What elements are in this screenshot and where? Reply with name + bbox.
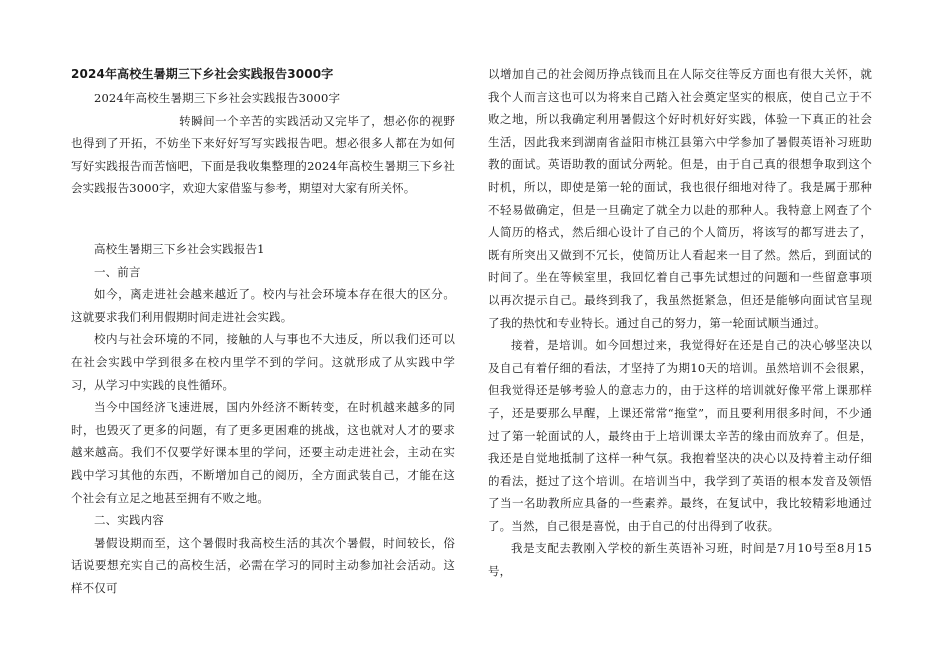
blank-line [71,222,455,238]
body-paragraph: 我是支配去教刚入学校的新生英语补习班，时间是7月10号至8月15号， [488,541,872,579]
subtitle: 2024年高校生暑期三下乡社会实践报告3000字 [94,91,341,105]
document-title: 2024年高校生暑期三下乡社会实践报告3000字 [71,67,334,81]
body-paragraph: 当今中国经济飞速进展，国内外经济不断转变，在时机越来越多的同时，也毁灭了更多的问题，有了更多更困难的挑战，这也就对人才的要求越来越高。我们不仅要学好课本里的学问，还要主动走进社会，主动在实践中学习其他的东西，不断增加自己的阅历，全方面武装自己，才能在这个社会有立足之地甚至拥有不败之地。 [71,400,455,505]
section-heading: 二、实践内容 [94,513,164,528]
body-paragraph: 以增加自己的社会阅历挣点钱而且在人际交往等反方面也有很大关怀，就我个人而言这也可以为将来自己踏入社会奠定坚实的根底，使自己立于不败之地，所以我确定利用暑假这个好时机好好实践，体验一下真正的社会生活，因此我来到湖南省益阳市桃江县第六中学参加了暑假英语补习班助教的面试。英语助教的面试分两轮。但是，由于自己真的很想争取到这个时机，所以，即使是第一轮的面试，我也很仔细地对待了。我是属于那种不轻易做确定，但是一旦确定了就全力以赴的那种人。我特意上网查了个人简历的格式，然后细心设计了自己的个人简历，将该写的都写进去了，既有所突出又做到不冗长，使简历让人看起来一目了然。然后，到面试的时间了。坐在等候室里，我回忆着自己事先试想过的问题和一些留意事项以再次提示自己。最终到我了，我虽然挺紧急，但还是能够向面试官呈现了我的热忱和专业特长。通过自己的努力，第一轮面试顺当通过。 [488,67,872,330]
blank-line [71,200,455,222]
body-paragraph: 暑假设期而至，这个暑假时我高校生活的其次个暑假，时间较长，俗话说要想充实自己的高校生活，必需在学习的同时主动参加社会活动。这样不仅可 [71,535,455,595]
body-paragraph: 接着，是培训。如今回想过来，我觉得好在还是自己的决心够坚决以及自己有着仔细的看法，才坚持了为期10天的培训。虽然培训不会很累，但我觉得还是够考验人的意志力的，由于这样的培训就好像平常上课那样子，还是要那么早醒，上课还常常“拖堂”，而且要利用很多时间，不少通过了第一轮面试的人，最终由于上培训课太辛苦的缘由而放弃了。但是，我还是自觉地抵制了这样一种气氛。我抱着坚决的决心以及持着主动仔细的看法，挺过了这个培训。在培训当中，我学到了英语的根本发音及领悟了当一名助教所应具备的一些素养。最终，在复试中，我比较精彩地通过了。当然，自己很是喜悦，由于自己的付出得到了收获。 [488,338,872,533]
right-column [488,63,872,583]
intro-paragraph: 转瞬间一个辛苦的实践活动又完毕了，想必你的视野也得到了开拓，不妨坐下来好好写写实践报告吧。想必很多人都在为如何写好实践报告而苦恼吧，下面是我收集整理的2024年高校生暑期三下乡社会实践报告3000字，欢迎大家借鉴与参考，期望对大家有所关怀。 [71,113,455,196]
section-title: 高校生暑期三下乡社会实践报告1 [94,241,265,256]
body-paragraph: 校内与社会环境的不同，接触的人与事也不大违反，所以我们还可以在社会实践中学到很多在校内里学不到的学问。这就形成了从实践中学习，从学习中实践的良性循环。 [71,332,455,392]
body-paragraph: 如今，离走进社会越来越近了。校内与社会环境本存在很大的区分。这就要求我们利用假期时间走进社会实践。 [71,287,455,324]
section-heading: 一、前言 [94,264,141,279]
left-column [71,63,455,599]
